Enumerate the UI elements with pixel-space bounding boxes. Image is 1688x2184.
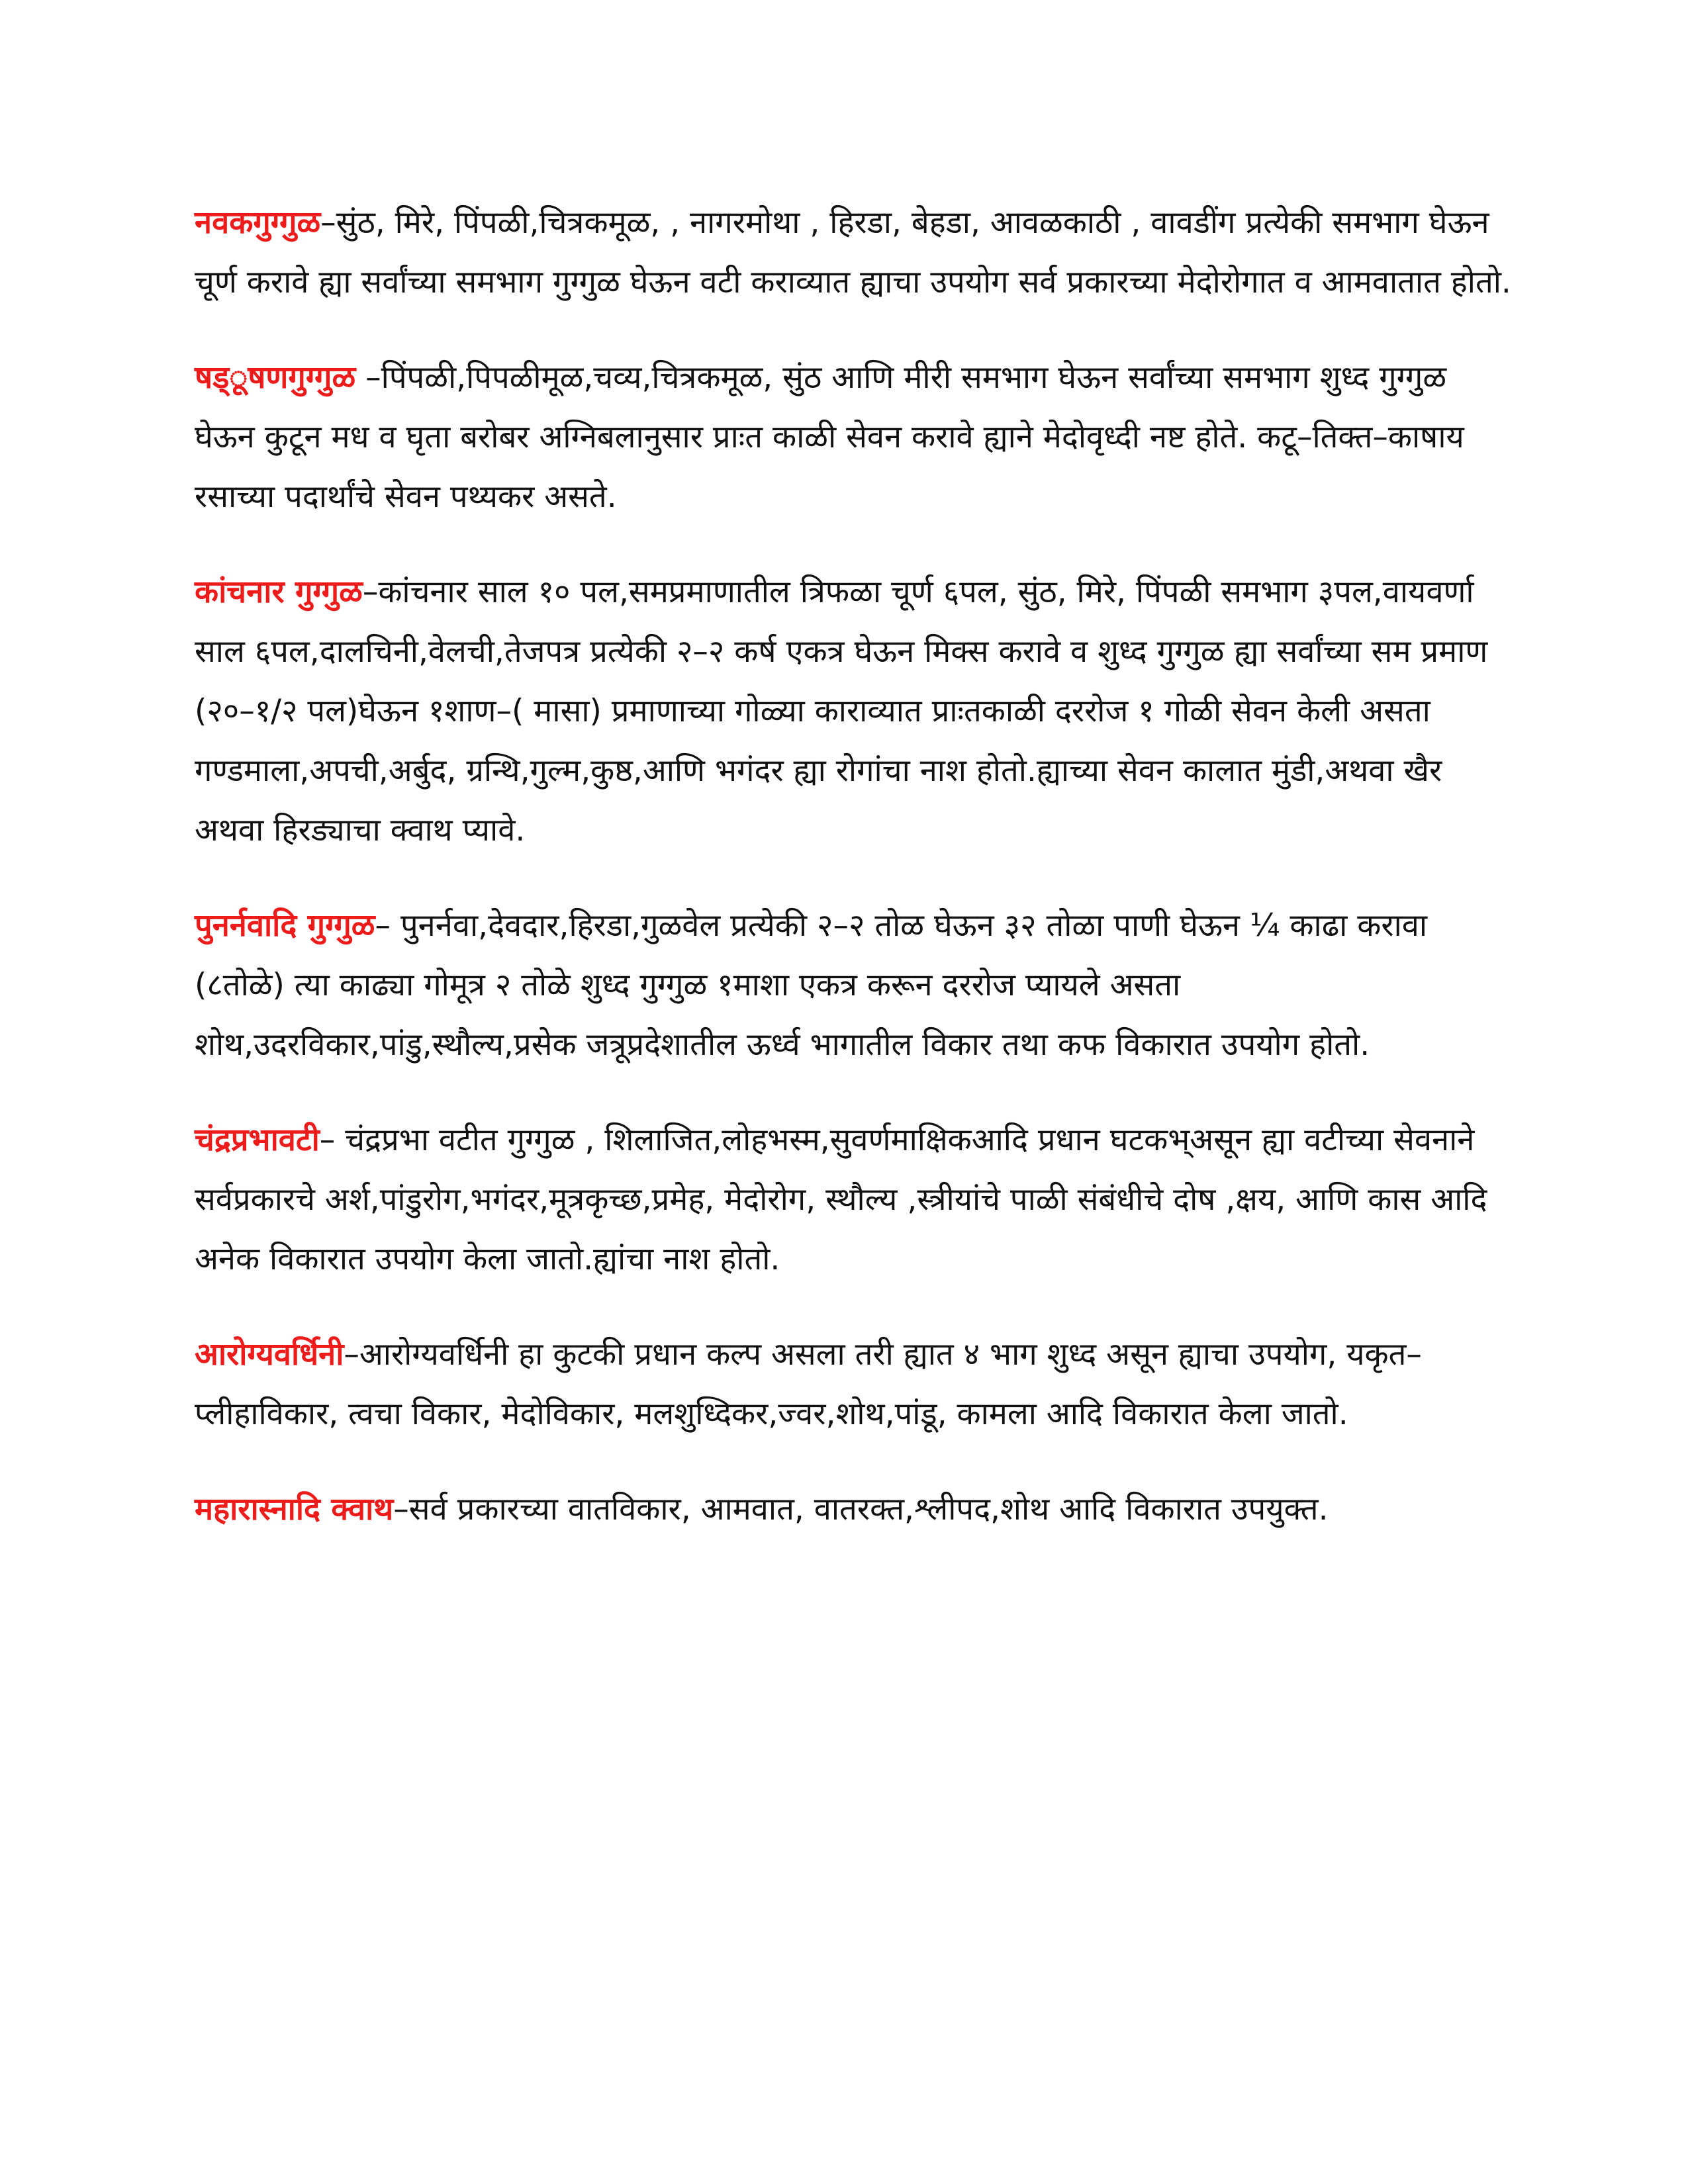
entry-term: पुनर्नवादि गुग्गुळ bbox=[195, 907, 375, 944]
entry-term: आरोग्यवर्धिनी bbox=[195, 1336, 344, 1373]
entry-description: –आरोग्यवर्धिनी हा कुटकी प्रधान कल्प असला तरी ह्यात ४ भाग शुध्द असून ह्याचा उपयोग, यकृत–प्लीहाविकार, त्वचा विकार, मेदोविकार, मलशुध्दिकर,ज्वर,शोथ,पांडू, कामला आदि विकारात केला जातो. bbox=[195, 1336, 1422, 1432]
entry-description: –कांचनार साल १० पल,समप्रमाणातील त्रिफळा चूर्ण ६पल, सुंठ, मिरे, पिंपळी समभाग ३पल,वायवर्णा साल ६पल,दालचिनी,वेलची,तेजपत्र प्रत्येकी २–२ कर्ष एकत्र घेऊन मिक्स करावे व शुध्द गुग्गुळ ह्या सर्वांच्या सम प्रमाण (२०–१/२ पल)घेऊन १शाण–( मासा) प्रमाणाच्या गोळ्या काराव्यात प्राःतकाळी दररोज १ गोळी सेवन केली असता गण्डमाला,अपची,अर्बुद, ग्रन्थि,गुल्म,कुष्ठ,आणि भगंदर ह्या रोगांचा नाश होतो.ह्याच्या सेवन कालात मुंडी,अथवा खैर अथवा हिरड्याचा क्वाथ प्यावे. bbox=[195, 574, 1488, 848]
entry-term: षड्ूषणगुग्गुळ bbox=[195, 359, 356, 396]
entry-description: – चंद्रप्रभा वटीत गुग्गुळ , शिलाजित,लोहभस्म,सुवर्णमाक्षिकआदि प्रधान घटकभ्असून ह्या वटीच्या सेवनाने सर्वप्रकारचे अर्श,पांडुरोग,भगंदर,मूत्रकृच्छ,प्रमेह, मेदोरोग, स्थौल्य ,स्त्रीयांचे पाळी संबंधीचे दोष ,क्षय, आणि कास आदि अनेक विकारात उपयोग केला जातो.ह्यांचा नाश होतो. bbox=[195, 1122, 1487, 1277]
entry-term: नवकगुग्गुळ bbox=[195, 205, 321, 241]
entry-term: चंद्रप्रभावटी bbox=[195, 1122, 320, 1158]
entry-description: – पुनर्नवा,देवदार,हिरडा,गुळवेल प्रत्येकी २–२ तोळ घेऊन ३२ तोळा पाणी घेऊन ¼ काढा करावा (८तोळे) त्या काढ्या गोमूत्र २ तोळे शुध्द गुग्गुळ १माशा एकत्र करून दररोज प्यायले असता शोथ,उदरविकार,पांडु,स्थौल्य,प्रसेक जत्रूप्रदेशातील ऊर्ध्व भागातील विकार तथा कफ विकारात उपयोग होतो. bbox=[195, 907, 1428, 1063]
entry-shadushan-guggul bbox=[195, 348, 1512, 527]
entry-description: –सर्व प्रकारच्या वातविकार, आमवात, वातरक्त,श्लीपद,शोथ आदि विकारात उपयुक्त. bbox=[393, 1491, 1329, 1527]
entry-description: –पिंपळी,पिपळीमूळ,चव्य,चित्रकमूळ, सुंठ आणि मीरी समभाग घेऊन सर्वांच्या समभाग शुध्द गुग्गुळ घेऊन कुटून मध व घृता बरोबर अग्निबलानुसार प्राःत काळी सेवन करावे ह्याने मेदोवृध्दी नष्ट होते. कटू–तिक्त–काषाय रसाच्या पदार्थांचे सेवन पथ्यकर असते. bbox=[195, 359, 1464, 515]
entry-navak-guggul bbox=[195, 193, 1512, 312]
entry-punarnavadi-guggul bbox=[195, 896, 1512, 1075]
entry-term: कांचनार गुग्गुळ bbox=[195, 574, 363, 610]
entry-chandraprabha-vati bbox=[195, 1111, 1512, 1289]
entry-term: महारास्नादि क्वाथ bbox=[195, 1491, 394, 1527]
entry-maharasnadi-kwath bbox=[195, 1480, 1512, 1539]
entry-arogyavardhini bbox=[195, 1325, 1512, 1444]
entry-description: –सुंठ, मिरे, पिंपळी,चित्रकमूळ, , नागरमोथा , हिरडा, बेहडा, आवळकाठी , वावडींग प्रत्येकी समभाग घेऊन चूर्ण करावे ह्या सर्वांच्या समभाग गुग्गुळ घेऊन वटी कराव्यात ह्याचा उपयोग सर्व प्रकारच्या मेदोरोगात व आमवातात होतो. bbox=[195, 205, 1511, 300]
entry-kanchanar-guggul bbox=[195, 563, 1512, 860]
document-page bbox=[195, 193, 1512, 1575]
